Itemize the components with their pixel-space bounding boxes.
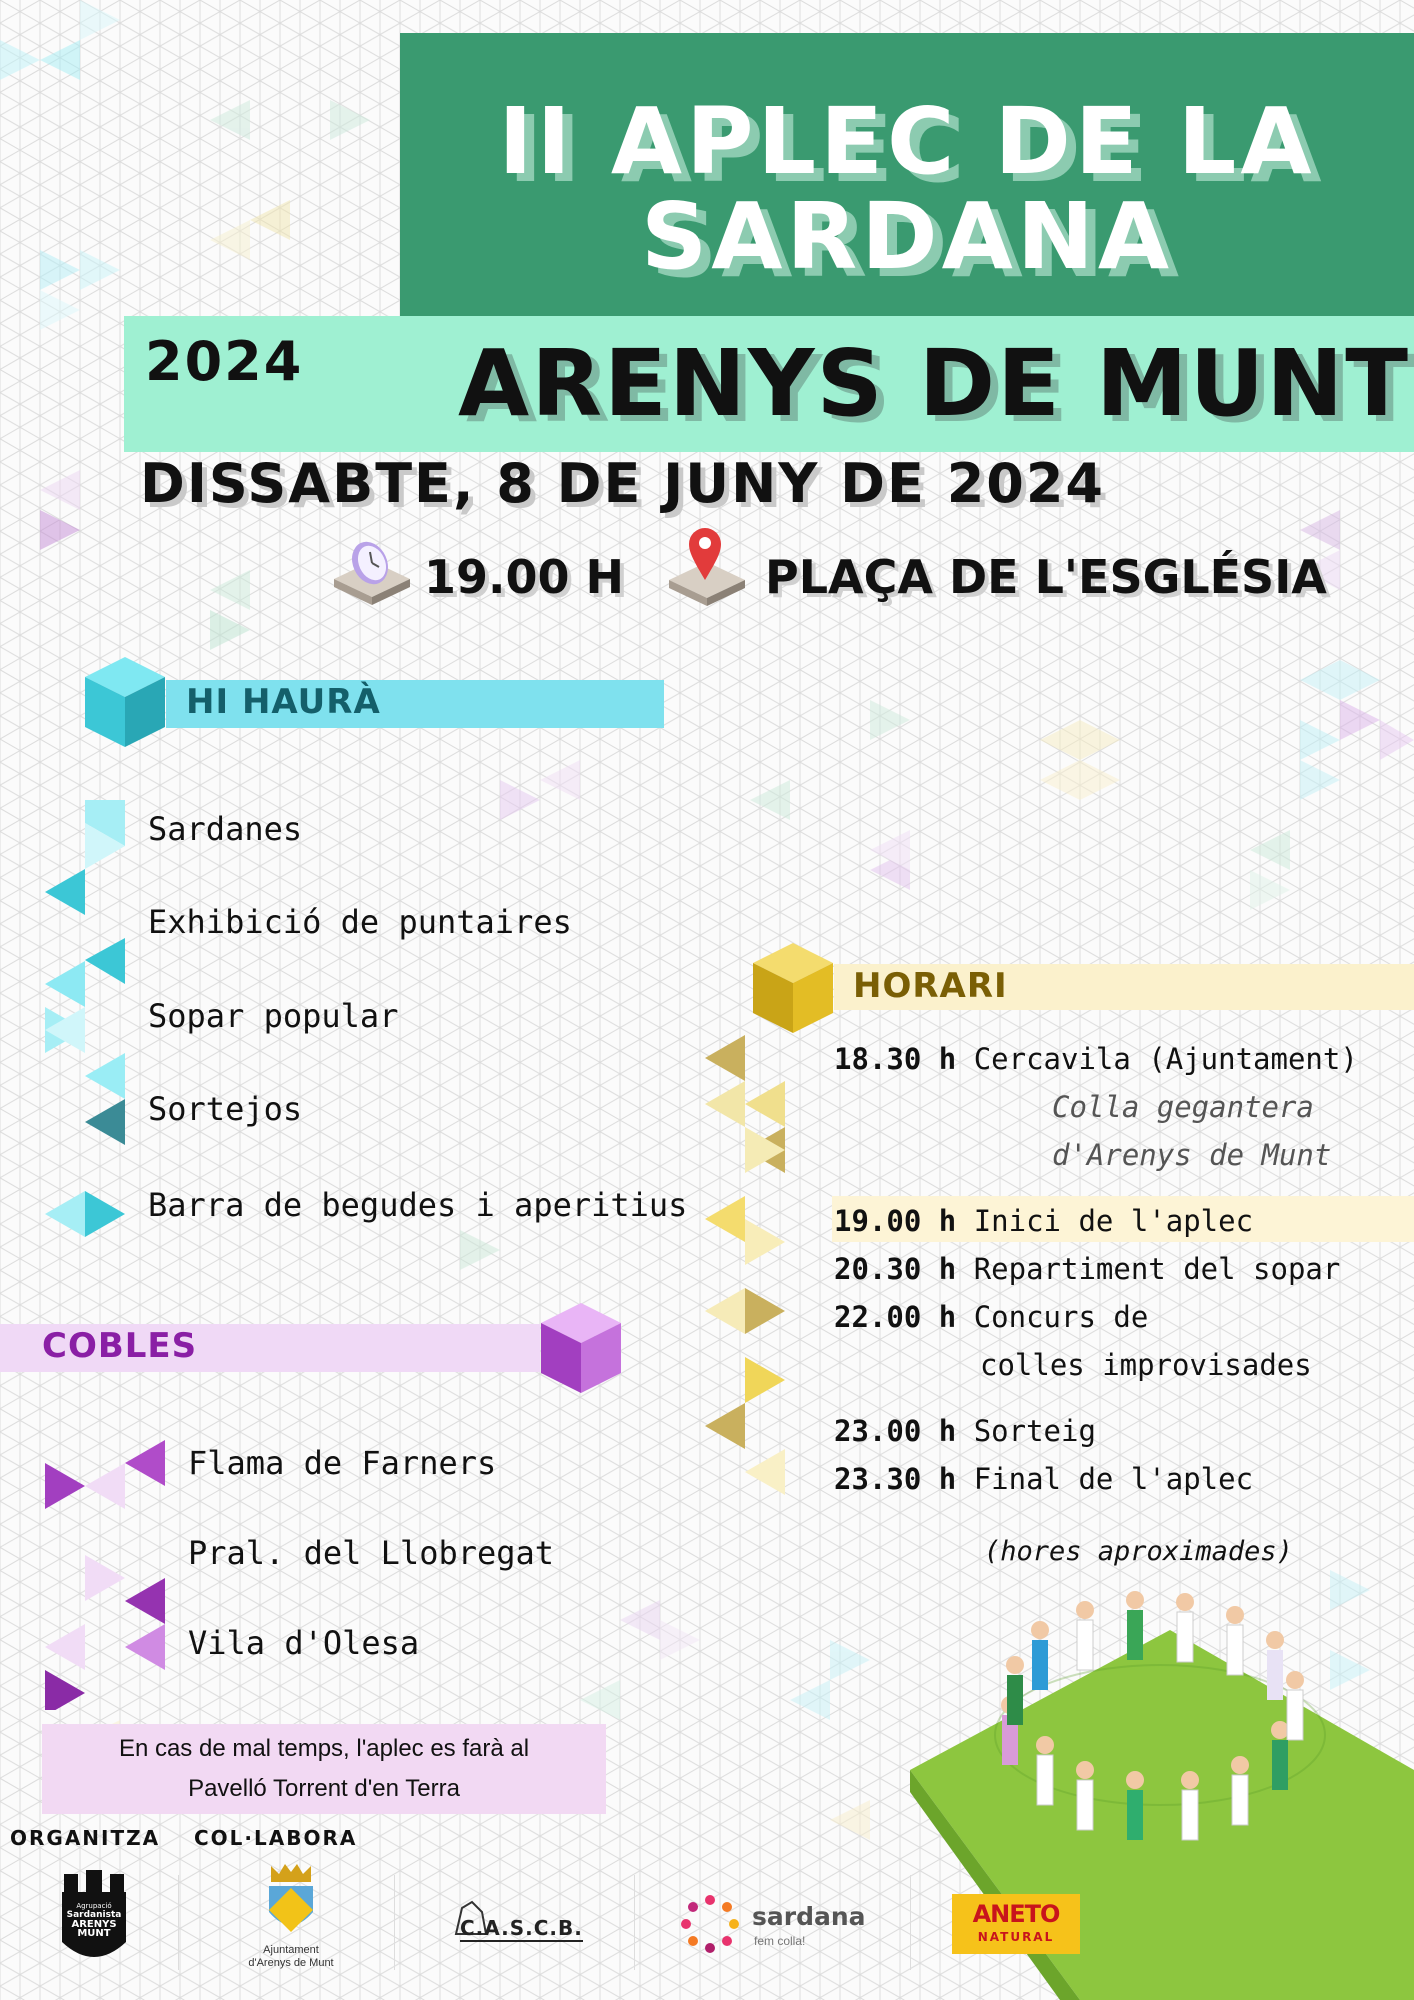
cobla-item: Flama de Farners	[188, 1444, 497, 1482]
schedule-row: 23.30 h Final de l'aplec	[834, 1462, 1254, 1496]
bad-weather-note	[42, 1724, 606, 1814]
schedule-subtext: d'Arenys de Munt	[1052, 1138, 1332, 1172]
hi-haura-item: Sortejos	[148, 1090, 303, 1128]
map-pin-icon	[665, 522, 749, 608]
schedule-row: 22.00 h Concurs de	[834, 1300, 1149, 1334]
agrupacio-sardanista-logo: Agrupació Sardanista ARENYS MUNT	[58, 1868, 130, 1978]
aneto-natural-logo: ANETO NATURAL	[952, 1894, 1080, 1954]
logo-divider	[910, 1875, 911, 1970]
title-line-1: II APLEC DE LA	[498, 88, 1316, 195]
cyan-triangles-decoration	[40, 800, 130, 1260]
gold-cube-icon	[748, 938, 838, 1038]
cobles-heading: COBLES	[42, 1326, 198, 1366]
cyan-cube-icon	[80, 652, 170, 752]
hi-haura-item: Barra de begudes i aperitius	[148, 1186, 688, 1224]
hi-haura-heading: HI HAURÀ	[186, 682, 381, 722]
sardana-fem-colla-logo: sardana fem colla!	[680, 1890, 880, 1960]
hi-haura-item: Exhibició de puntaires	[148, 903, 572, 941]
bad-weather-line-2: Pavelló Torrent d'en Terra	[188, 1775, 460, 1802]
event-date: DISSABTE, 8 DE JUNY DE 2024	[140, 452, 1105, 515]
schedule-row: 18.30 h Cercavila (Ajuntament)	[834, 1042, 1358, 1076]
organitza-label: ORGANITZA	[10, 1826, 161, 1850]
schedule-subtext: Colla gegantera	[1052, 1090, 1314, 1124]
event-time: 19.00 H	[424, 550, 625, 604]
logo-divider	[178, 1875, 179, 1970]
purple-triangles-decoration	[40, 1440, 170, 1710]
logo-divider	[634, 1875, 635, 1970]
logo-divider	[394, 1875, 395, 1970]
hi-haura-item: Sardanes	[148, 810, 303, 848]
year-label: 2024	[145, 330, 304, 393]
schedule-row: 23.00 h Sorteig	[834, 1414, 1096, 1448]
clock-icon	[330, 535, 414, 607]
coat-of-arms-icon	[261, 1864, 321, 1940]
schedule-row: 20.30 h Repartiment del sopar	[834, 1252, 1341, 1286]
dots-ring-icon	[680, 1894, 740, 1954]
cascb-logo: C.A.S.C.B.	[440, 1898, 590, 1958]
approx-hours-note: (hores aproximades)	[984, 1536, 1293, 1567]
title-line-2: SARDANA	[640, 183, 1174, 290]
horari-heading: HORARI	[853, 966, 1008, 1006]
schedule-subtext: colles improvisades	[980, 1348, 1312, 1382]
event-place: PLAÇA DE L'ESGLÉSIA	[765, 550, 1327, 604]
title-banner	[400, 33, 1414, 316]
ajuntament-logo: Ajuntament d'Arenys de Munt	[236, 1864, 346, 1984]
purple-cube-icon	[536, 1298, 626, 1398]
schedule-row: 19.00 h Inici de l'aplec	[834, 1204, 1254, 1238]
bad-weather-line-1: En cas de mal temps, l'aplec es farà al	[118, 1735, 530, 1762]
town-name: ARENYS DE MUNT	[458, 330, 1411, 437]
cobla-item: Vila d'Olesa	[188, 1624, 420, 1662]
hi-haura-item: Sopar popular	[148, 997, 399, 1035]
collabora-label: COL·LABORA	[194, 1826, 358, 1850]
cobla-item: Pral. del Llobregat	[188, 1534, 555, 1572]
gold-triangles-decoration	[700, 1035, 790, 1515]
